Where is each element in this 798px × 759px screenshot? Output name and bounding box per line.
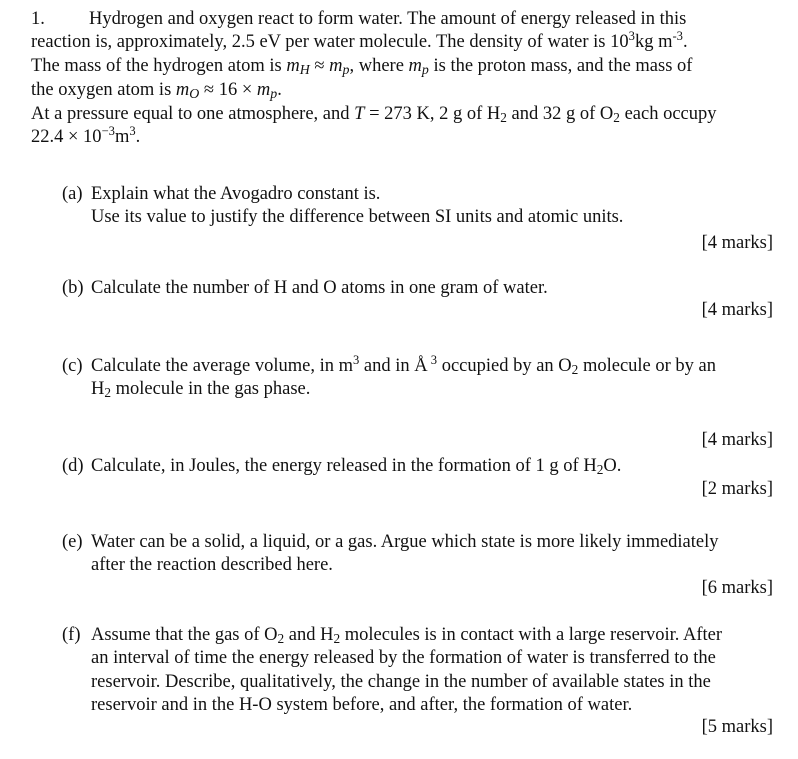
intro-line-4: the oxygen atom is mO ≈ 16 × mp.	[31, 79, 282, 103]
part-b-marks: [4 marks]	[701, 300, 773, 320]
part-e-line-1: Water can be a solid, a liquid, or a gas. Argue which state is more likely immediately	[91, 532, 719, 552]
question-intro	[31, 8, 776, 150]
intro-line-3: The mass of the hydrogen atom is mH ≈ mp, where mp is the proton mass, and the mass of	[31, 55, 693, 79]
part-a-label: (a)	[62, 184, 83, 204]
part-f-marks: [5 marks]	[701, 717, 773, 737]
intro-line-6: $22.4 \times 10^{-3}m^3$.	[31, 124, 141, 148]
part-d-line-1: Calculate, in Joules, the energy released in the formation of 1 g of H2O.	[91, 456, 622, 477]
part-b-label: (b)	[62, 278, 84, 298]
intro-line-2: reaction is, approximately, 2.5 eV per water molecule. The density of water is $10^3kg$ $m^{-3}$.	[31, 29, 688, 53]
intro-line-1: 1. Hydrogen and oxygen react to form water. The amount of energy released in this	[31, 8, 776, 31]
part-a-line-1: Explain what the Avogadro constant is.	[91, 184, 381, 204]
part-b-line-1: Calculate the number of H and O atoms in one gram of water.	[91, 278, 548, 298]
part-c-label: (c)	[62, 356, 83, 376]
part-d-marks: [2 marks]	[701, 479, 773, 499]
part-a-marks: [4 marks]	[701, 233, 773, 253]
part-f-line-4: reservoir and in the H-O system before, and after, the formation of water.	[91, 694, 633, 715]
part-c-marks: [4 marks]	[701, 430, 773, 450]
part-b	[62, 277, 774, 300]
part-c-line-1: Calculate the average volume, in $m^3$ and in Å $^3$ occupied by an O2 molecule or by an	[91, 352, 717, 377]
question-number: 1.	[31, 9, 45, 29]
part-c-line-2: H2 molecule in the gas phase.	[91, 379, 311, 401]
part-f	[62, 624, 774, 717]
part-f-line-2: an interval of time the energy released by the formation of water is transferred to the	[91, 648, 716, 669]
part-e	[62, 531, 774, 578]
part-f-line-3: reservoir. Describe, qualitatively, the change in the number of available states in the	[91, 671, 711, 692]
part-f-line-1: Assume that the gas of O2 and H2 molecules is in contact with a large reservoir. After	[91, 625, 723, 646]
part-f-label: (f)	[62, 625, 81, 645]
part-c	[62, 352, 774, 402]
part-d	[62, 455, 774, 478]
intro-line-5: At a pressure equal to one atmosphere, and T = 273 K, 2 g of H2 and 32 g of O2 each occupy	[31, 104, 717, 126]
part-e-marks: [6 marks]	[701, 578, 773, 598]
part-e-label: (e)	[62, 532, 83, 552]
part-a	[62, 183, 774, 230]
part-d-label: (d)	[62, 456, 84, 476]
part-e-line-2: after the reaction described here.	[91, 555, 333, 576]
part-a-line-2: Use its value to justify the difference between SI units and atomic units.	[91, 207, 624, 228]
